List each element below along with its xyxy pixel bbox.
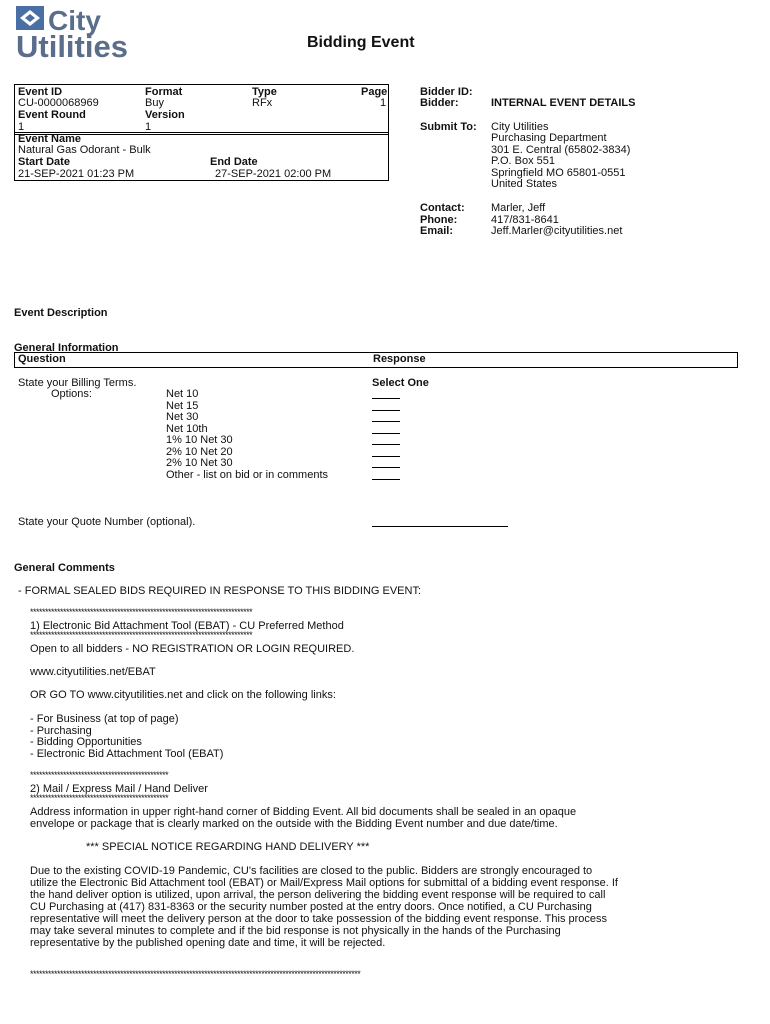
- version-value: 1: [145, 121, 152, 133]
- stars-divider: **************************************************************************************************************: [30, 970, 361, 978]
- submit-line: City Utilities: [491, 121, 549, 133]
- submit-line: P.O. Box 551: [491, 155, 556, 167]
- response-header: Response: [373, 353, 426, 365]
- divider: [14, 180, 389, 181]
- stars-divider: **********************************************: [30, 771, 169, 779]
- general-comments-heading: General Comments: [14, 562, 115, 574]
- bidder-label: Bidder:: [420, 97, 459, 109]
- end-date-value: 27-SEP-2021 02:00 PM: [215, 168, 332, 180]
- submit-line: Purchasing Department: [491, 132, 607, 144]
- address-paragraph: Address information in upper right-hand corner of Bidding Event. All bid documents shall be sealed in an opaque envelope or package that is clearly marked on the outside with the Bidding Event number and due date/time.: [30, 806, 577, 830]
- option-blank[interactable]: [372, 467, 400, 468]
- stars-divider: **********************************************: [30, 794, 169, 802]
- link-step: - Bidding Opportunities: [30, 736, 142, 748]
- event-round-label: Event Round: [18, 109, 86, 121]
- general-info-heading: General Information: [14, 342, 119, 354]
- event-name-label: Event Name: [18, 133, 81, 145]
- format-value: Buy: [145, 97, 164, 109]
- bidder-value: INTERNAL EVENT DETAILS: [491, 97, 636, 109]
- open-to-all-line: Open to all bidders - NO REGISTRATION OR LOGIN REQUIRED.: [30, 643, 355, 655]
- event-id-label: Event ID: [18, 86, 63, 98]
- logo-mark-icon: [16, 6, 44, 30]
- question-header: Question: [18, 353, 66, 365]
- option-blank[interactable]: [372, 398, 400, 399]
- option-blank[interactable]: [372, 421, 400, 422]
- option-label: 1% 10 Net 30: [166, 434, 233, 446]
- or-go-to-line: OR GO TO www.cityutilities.net and click on the following links:: [30, 689, 336, 701]
- option-label: Other - list on bid or in comments: [166, 469, 329, 481]
- options-label: Options:: [51, 388, 92, 400]
- select-one-label: Select One: [372, 377, 429, 389]
- option-label: Net 15: [166, 400, 199, 412]
- type-label: Type: [252, 86, 277, 98]
- event-id-value: CU-0000068969: [18, 97, 99, 109]
- contact-value: Marler, Jeff: [491, 202, 546, 214]
- page-label: Page: [361, 86, 388, 98]
- stars-divider: **************************************************************************: [30, 631, 253, 639]
- contact-label: Contact:: [420, 202, 465, 214]
- end-date-label: End Date: [210, 156, 258, 168]
- start-date-value: 21-SEP-2021 01:23 PM: [18, 168, 135, 180]
- formal-bids-intro: - FORMAL SEALED BIDS REQUIRED IN RESPONSE TO THIS BIDDING EVENT:: [18, 585, 422, 597]
- special-notice-heading: *** SPECIAL NOTICE REGARDING HAND DELIVERY ***: [86, 841, 370, 853]
- ebat-title: 1) Electronic Bid Attachment Tool (EBAT) - CU Preferred Method: [30, 620, 344, 632]
- submit-to-label: Submit To:: [420, 121, 477, 133]
- option-label: Net 10: [166, 388, 199, 400]
- mail-title: 2) Mail / Express Mail / Hand Deliver: [30, 783, 208, 795]
- email-label: Email:: [420, 225, 454, 237]
- event-description-heading: Event Description: [14, 307, 108, 319]
- option-blank[interactable]: [372, 456, 400, 457]
- option-blank[interactable]: [372, 444, 400, 445]
- submit-line: 301 E. Central (65802-3834): [491, 144, 631, 156]
- page-value: 1: [380, 97, 387, 109]
- start-date-label: Start Date: [18, 156, 70, 168]
- billing-terms-question: State your Billing Terms.: [18, 377, 137, 389]
- type-value: RFx: [252, 97, 273, 109]
- submit-line: Springfield MO 65801-0551: [491, 167, 626, 179]
- stars-divider: **************************************************************************: [30, 608, 253, 616]
- city-utilities-logo: [14, 4, 164, 60]
- event-name-value: Natural Gas Odorant - Bulk: [18, 144, 151, 156]
- format-label: Format: [145, 86, 183, 98]
- email-value[interactable]: Jeff.Marler@cityutilities.net: [491, 225, 623, 237]
- option-blank[interactable]: [372, 433, 400, 434]
- divider: [388, 84, 389, 180]
- option-label: 2% 10 Net 20: [166, 446, 233, 458]
- link-step: - Purchasing: [30, 725, 92, 737]
- link-step: - For Business (at top of page): [30, 713, 179, 725]
- phone-value: 417/831-8641: [491, 214, 559, 226]
- quote-number-blank[interactable]: [372, 526, 508, 527]
- event-round-value: 1: [18, 121, 25, 133]
- option-label: Net 30: [166, 411, 199, 423]
- quote-number-question: State your Quote Number (optional).: [18, 516, 196, 528]
- phone-label: Phone:: [420, 214, 458, 226]
- option-blank[interactable]: [372, 479, 400, 480]
- submit-line: United States: [491, 178, 558, 190]
- covid-paragraph: Due to the existing COVID-19 Pandemic, CU's facilities are closed to the public. Bidders are strongly encouraged to utilize the Electronic Bid Attachment tool (EBAT) or Mail/Express Mail options for submittal of a bidding event response. If the hand deliver option is utilized, upon arrival, the person delivering the bidding event response will be required to call CU Purchasing at (417) 831-8363 or the security number posted at the entry doors. Once notified, a CU Purchasing representative will meet the delivery person at the door to take possession of the bidding event response. This process may take several minutes to complete and if the bid response is not physically in the hands of the Purchasing representative by the published opening date and time, it will be rejected.: [30, 865, 618, 949]
- logo-text-utilities: Utilities: [16, 29, 128, 60]
- version-label: Version: [145, 109, 185, 121]
- option-label: Net 10th: [166, 423, 208, 435]
- divider: [14, 84, 388, 85]
- option-label: 2% 10 Net 30: [166, 457, 233, 469]
- bidder-id-label: Bidder ID:: [420, 86, 473, 98]
- ebat-url[interactable]: www.cityutilities.net/EBAT: [30, 666, 156, 678]
- logo-text-city: City: [48, 5, 101, 36]
- option-blank[interactable]: [372, 410, 400, 411]
- link-step: - Electronic Bid Attachment Tool (EBAT): [30, 748, 224, 760]
- page-title: Bidding Event: [307, 34, 415, 51]
